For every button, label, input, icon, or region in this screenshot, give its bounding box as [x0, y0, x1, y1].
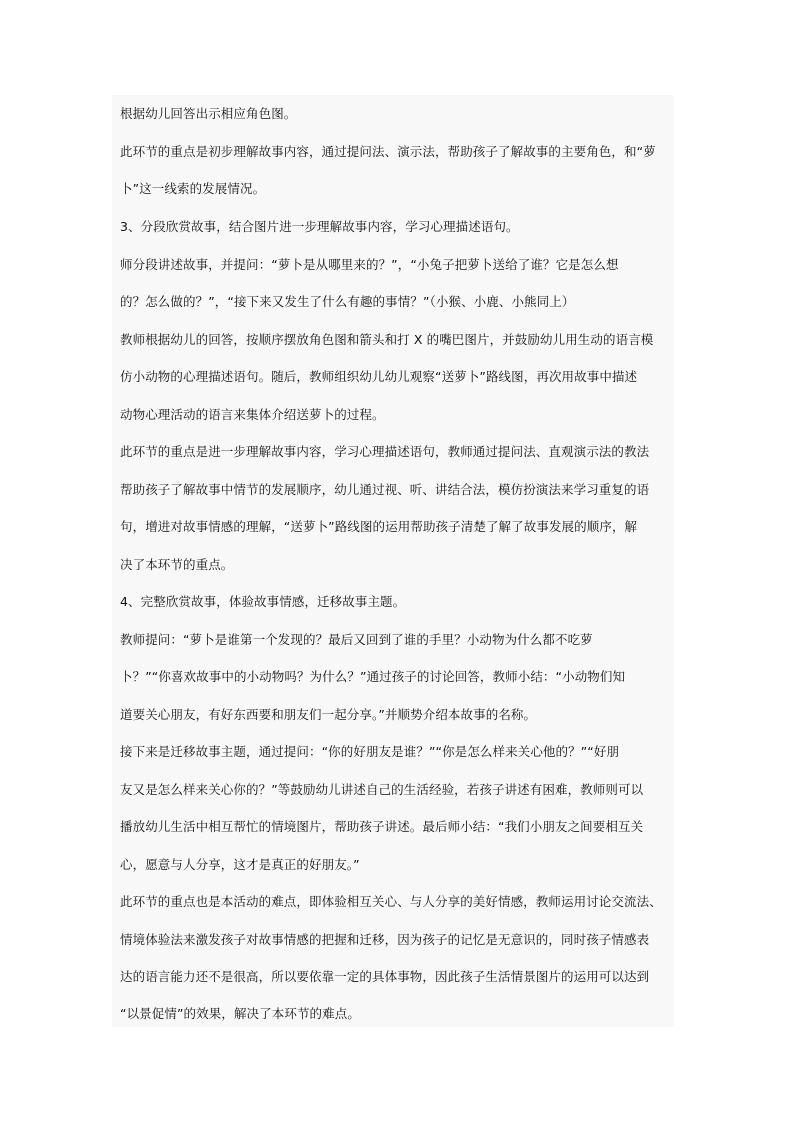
text-line: 接下来是迁移故事主题，通过提问：“你的好朋友是谁？”“你是怎么样来关心他的？”“好朋 [120, 744, 620, 759]
text-line: 帮助孩子了解故事中情节的发展顺序，幼儿通过视、听、讲结合法，模仿扮演法来学习重复的语 [120, 482, 650, 497]
text-line: 播放幼儿生活中相互帮忙的情境图片，帮助孩子讲述。最后师小结：“我们小朋友之间要相互关 [120, 819, 644, 834]
text-line: 4、完整欣赏故事，体验故事情感，迁移故事主题。 [120, 594, 406, 609]
text-line: 卜”这一线索的发展情况。 [120, 181, 266, 196]
text-line: 根据幼儿回答出示相应角色图。 [120, 106, 297, 121]
text-line: 3、分段欣赏故事，结合图片进一步理解故事内容，学习心理描述语句。 [120, 219, 519, 234]
text-line: 师分段讲述故事，并提问：“萝卜是从哪里来的？”，“小兔子把萝卜送给了谁？它是怎么想 [120, 257, 619, 272]
text-line: 心，愿意与人分享，这才是真正的好朋友。” [120, 857, 360, 872]
text-line: 动物心理活动的语言来集体介绍送萝卜的过程。 [120, 407, 385, 422]
text-line: 此环节的重点是进一步理解故事内容，学习心理描述语句，教师通过提问法、直观演示法的教法 [120, 444, 650, 459]
text-line: 教师提问：“萝卜是谁第一个发现的？最后又回到了谁的手里？小动物为什么都不吃萝 [120, 632, 593, 647]
text-line: 教师根据幼儿的回答，按顺序摆放角色图和箭头和打 X 的嘴巴图片，并鼓励幼儿用生动的语言模 [120, 332, 654, 347]
text-line: 此环节的重点也是本活动的难点，即体验相互关心、与人分享的美好情感，教师运用讨论交流法、 [120, 894, 662, 909]
text-line: 道要关心朋友，有好东西要和朋友们一起分享。”并顺势介绍本故事的名称。 [120, 707, 537, 722]
text-line: 卜？”“你喜欢故事中的小动物吗？为什么？”通过孩子的讨论回答，教师小结：“小动物们知 [120, 669, 626, 684]
text-line: 友又是怎么样来关心你的？”等鼓励幼儿讲述自己的生活经验，若孩子讲述有困难，教师则可以 [120, 782, 644, 797]
text-line: 的？怎么做的？”，“接下来又发生了什么有趣的事情？”（小猴、小鹿、小熊同上） [120, 294, 575, 309]
text-line: 情境体验法来激发孩子对故事情感的把握和迁移，因为孩子的记忆是无意识的，同时孩子情感表 [120, 932, 650, 947]
text-line: 此环节的重点是初步理解故事内容，通过提问法、演示法，帮助孩子了解故事的主要角色，和“萝 [120, 144, 656, 159]
text-line: 决了本环节的重点。 [120, 557, 234, 572]
text-line: 达的语言能力还不是很高，所以要依靠一定的具体事物，因此孩子生活情景图片的运用可以达到 [120, 969, 650, 984]
text-line: 仿小动物的心理描述语句。随后，教师组织幼儿幼儿观察“送萝卜”路线图，再次用故事中描述 [120, 369, 638, 384]
text-line: “以景促情”的效果，解决了本环节的难点。 [120, 1006, 360, 1021]
text-line: 句，增进对故事情感的理解，“送萝卜”路线图的运用帮助孩子清楚了解了故事发展的顺序，解 [120, 519, 638, 534]
